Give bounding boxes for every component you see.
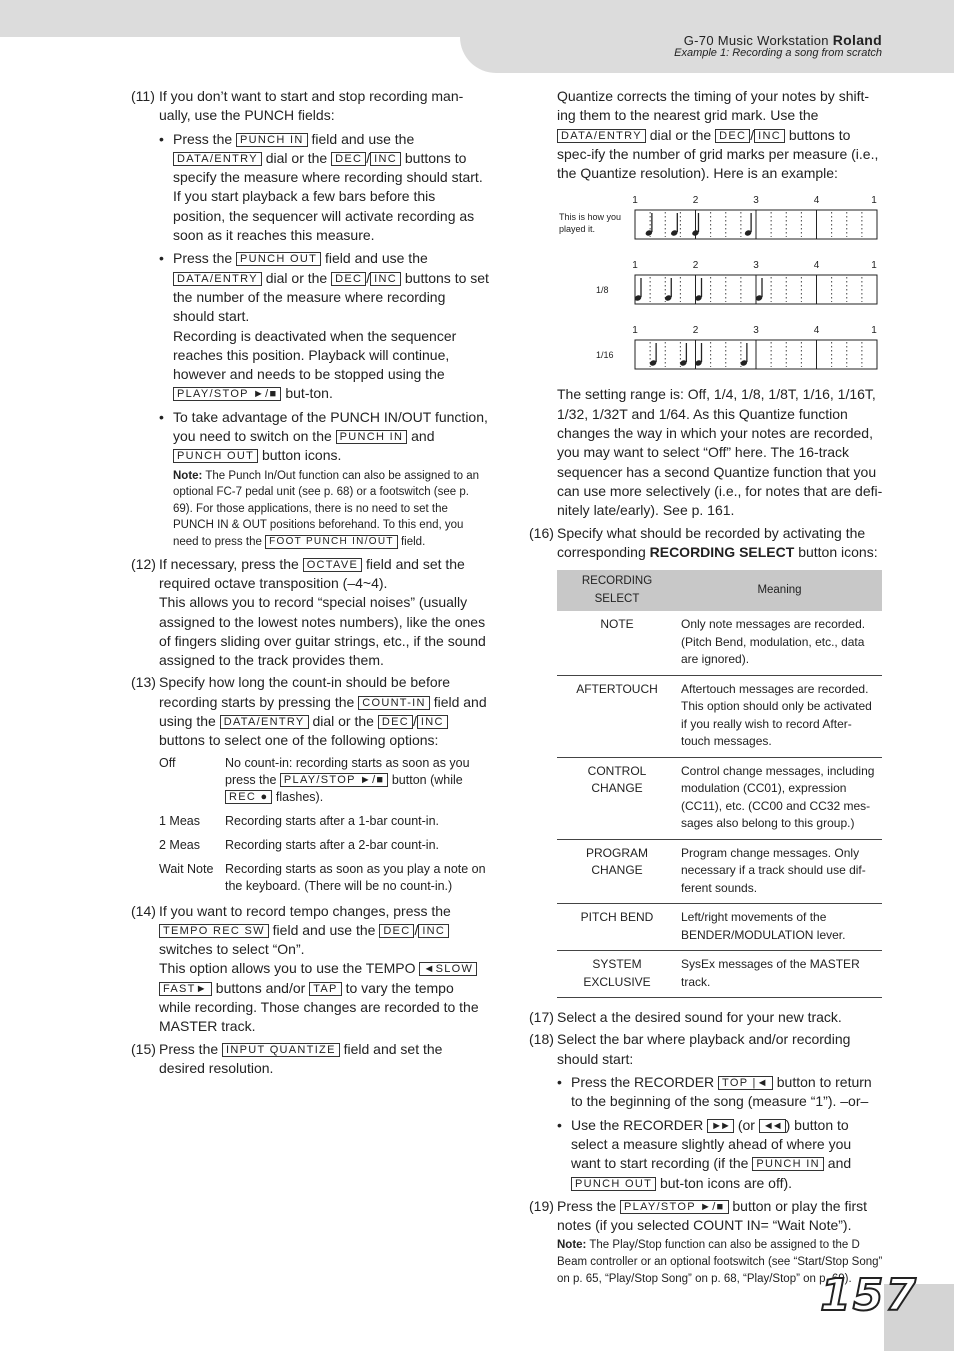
beat-label: 1	[632, 195, 638, 207]
inc-key: INC	[754, 129, 785, 143]
punch-out-key: PUNCH OUT	[236, 252, 321, 266]
beat-label: 4	[813, 325, 820, 337]
data-entry-key: DATA/ENTRY	[173, 272, 262, 286]
bullet-ffwd-rew: • Use the RECORDER ►► (or ◄◄ ) button to select a measure slightly ahead of where you want to start recording (if the PUNCH IN and PUNCH OUT but-ton icons are off).	[557, 1116, 852, 1191]
step-19: (19) Press the PLAY/STOP ►/■ button or play the first notes (if you selected COUNT IN= “Wait Note”). Note: The Play/Stop function can also be assigned to the D Beam controller or an optional footswitch (see “Start/Stop Song” on p. 65, “Play/Stop Song” on p. 68, “Play/Stop” on p. 69).	[529, 1197, 884, 1287]
row-label: 1/8	[596, 285, 609, 296]
quantize-intro: Quantize corrects the timing of your notes by shift-ing them to the nearest grid mark. Use the DATA/ENTRY dial or the DEC / INC buttons to spec-ify the number of grid marks per measure (i.e., the Quantize resolution). Here is an example:	[557, 88, 879, 182]
beat-label: 1	[871, 195, 877, 207]
page-number: 157	[820, 1270, 918, 1321]
punch-out-key: PUNCH OUT	[571, 1177, 656, 1191]
table-row: CONTROL CHANGE Control change messages, including modulation (CC01), expression (CC11), etc. (CC00 and CC32 mes-sages also belong to this group.)	[557, 757, 882, 839]
beat-label: 1	[632, 260, 638, 272]
beat-label: 3	[753, 325, 759, 337]
step-13: (13) Specify how long the count-in should be before recording starts by pressing the COUNT-IN field and using the DATA/ENTRY dial or the DEC / INC buttons to select one of the following options: Off No count-in: recording starts as soon as you press the PLAY/STOP ►/■ button (while REC ● flashes). 1 Meas Recording starts after a 1-bar count-in. 2 Meas Recording starts after a 2-bar count-in. Wait Note Recording starts as soon as you play a note on the keyboard. (There will be no count-in.)	[131, 673, 489, 894]
table-row: PITCH BEND Left/right movements of the BENDER/MODULATION lever.	[557, 904, 882, 951]
slow-key: ◄SLOW	[419, 962, 477, 976]
fast-forward-icon: ►►	[707, 1119, 734, 1133]
option-wait-note: Wait Note Recording starts as soon as you play a note on the keyboard. (There will be no count-in.)	[159, 861, 486, 893]
inc-key: INC	[370, 272, 401, 286]
dec-key: DEC	[379, 924, 414, 938]
table-row: SYSTEM EXCLUSIVE SysEx messages of the MASTER track.	[557, 951, 882, 998]
option-off: Off No count-in: recording starts as soon as you press the PLAY/STOP ►/■ button (while REC ● flashes).	[159, 755, 470, 804]
punch-out-key: PUNCH OUT	[173, 449, 258, 463]
beat-label: 1	[632, 325, 638, 337]
rec-key: REC ●	[225, 790, 272, 804]
step-11: (11) If you don’t want to start and stop recording man-ually, use the PUNCH fields: • Press the PUNCH IN field and use the DATA/ENTRY dial or the DEC / INC buttons to specify the measure where recording should start. If you start playback a few bars before this position, the sequencer will activate recording as soon as it reaches this measure. • Press the PUNCH OUT field and use the DATA/ENTRY dial or the DEC / INC buttons to set the number of the measure where recording should start. Recording is deactivated when the sequencer reaches this position. Playback will continue, however and needs to be stopped using the PLAY/STOP ►/■ but-ton. • To take advantage of the PUNCH IN/OUT function, you need to switch on the PUNCH IN and PUNCH OUT button icons. Note: The Punch In/Out function can also be assigned to an optional FC-7 pedal unit (see p. 68) or a footswitch (see p. 69). For those applications, there is no need to set the PUNCH IN & OUT positions beforehand. To this end, you need to press the FOOT PUNCH IN/OUT field.	[131, 87, 489, 551]
rewind-icon: ◄◄	[759, 1119, 786, 1133]
row-label: This is how you	[559, 212, 622, 223]
table-header-select: RECORDING SELECT	[557, 570, 677, 611]
play-stop-key: PLAY/STOP ►/■	[173, 387, 281, 401]
tempo-rec-sw-key: TEMPO REC SW	[159, 924, 269, 938]
step-15: (15) Press the INPUT QUANTIZE field and set the desired resolution.	[131, 1040, 443, 1076]
inc-key: INC	[370, 152, 401, 166]
step-17: (17) Select a the desired sound for your new track.	[529, 1009, 842, 1026]
recording-select-table	[557, 570, 882, 998]
beat-label: 2	[692, 325, 699, 337]
table-header-meaning: Meaning	[677, 570, 882, 611]
table-row: NOTE Only note messages are recorded. (Pitch Bend, modulation, etc., data are ignored).	[557, 611, 882, 675]
row-label: played it.	[559, 224, 596, 235]
beat-label: 3	[753, 260, 759, 272]
inc-key: INC	[418, 924, 449, 938]
octave-key: OCTAVE	[303, 558, 362, 572]
dec-key: DEC	[715, 129, 750, 143]
note-punch: Note: The Punch In/Out function can also be assigned to an optional FC-7 pedal unit (see p. 68) or a footswitch (see p. 69). For those applications, there is no need to set the PUNCH IN & OUT positions beforehand. To this end, you need to press the FOOT PUNCH IN/OUT field.	[173, 469, 480, 549]
table-row: AFTERTOUCH Aftertouch messages are recorded. This option should only be activated if you really wish to record After-touch messages.	[557, 675, 882, 757]
bullet-top: • Press the RECORDER TOP |◄ button to return to the beginning of the song (measure “1”). –or–	[557, 1074, 872, 1110]
beat-label: 4	[813, 260, 820, 272]
row-label: 1/16	[596, 350, 614, 361]
beat-label: 4	[813, 195, 820, 207]
beat-label: 2	[692, 260, 699, 272]
step-18: (18) Select the bar where playback and/or recording should start: • Press the RECORDER TOP |◄ button to return to the beginning of the song (measure “1”). –or– • Use the RECORDER ►► (or ◄◄ ) button to select a measure slightly ahead of where you want to start recording (if the PUNCH IN and PUNCH OUT but-ton icons are off).	[529, 1030, 884, 1192]
step-12: (12) If necessary, press the OCTAVE field and set the required octave transposition (–4~4). This allows you to record “special noises” (usually assigned to the lowest notes numbers), like the ones of fingers sliding over guitar strings, etc., if the sound assigned to the track provides them.	[131, 555, 486, 669]
left-column	[131, 87, 489, 1081]
bullet-punch-function: • To take advantage of the PUNCH IN/OUT function, you need to switch on the PUNCH IN and PUNCH OUT button icons. Note: The Punch In/Out function can also be assigned to an optional FC-7 pedal unit (see p. 68) or a footswitch (see p. 69). For those applications, there is no need to set the PUNCH IN & OUT positions beforehand. To this end, you need to press the FOOT PUNCH IN/OUT field.	[159, 408, 489, 551]
input-quantize-key: INPUT QUANTIZE	[222, 1043, 340, 1057]
brand-logo: Roland	[832, 32, 882, 48]
note-play-stop: Note: The Play/Stop function can also be assigned to the D Beam controller or an optional footswitch (see “Start/Stop Song” on p. 65, “Play/Stop Song” on p. 68, “Play/Stop” on p. 69).	[557, 1239, 883, 1285]
step-16: (16) Specify what should be recorded by activating the corresponding RECORDING SELECT button icons: RECORDING SELECT Meaning NOTE Only note messages are recorded. (Pitch Bend, modulation, etc., data are ignored). AFTERTOUCH Aftertouch messages are recorded. This option should only be activated if you really wish to record After-touch messages. CONTROL CHANGE Control change messages, including modulation (CC01), expression (CC11), etc. (CC00 and CC32 mes-sages also belong to this group.) PROGRAM CHANGE Program change messages. Only necessary if a track should use dif-ferent sounds. PITCH BEND Left/right movements of the BENDER/MODULATION lever. SYSTEM EXCLUSIVE SysEx messages of the MASTER track.	[529, 524, 884, 999]
play-stop-key: PLAY/STOP ►/■	[620, 1200, 728, 1214]
foot-punch-key: FOOT PUNCH IN/OUT	[265, 535, 398, 549]
fast-key: FAST►	[159, 982, 212, 996]
top-key: TOP |◄	[718, 1076, 773, 1090]
punch-in-key: PUNCH IN	[236, 133, 308, 147]
range-text: The setting range is: Off, 1/4, 1/8, 1/8T, 1/16, 1/16T, 1/32, 1/32T and 1/64. As this Quantize function changes the way in which your notes are recorded, you may want to select “Off” here. The 16-track sequencer has a second Quantize function that you can use more selectively (i.e., for notes that are defi-nitely late/early). See p. 161.	[557, 386, 883, 519]
play-stop-key: PLAY/STOP ►/■	[280, 773, 388, 787]
bullet-punch-out: • Press the PUNCH OUT field and use the DATA/ENTRY dial or the DEC / INC buttons to set the number of the measure where recording should start. Recording is deactivated when the sequencer reaches this position. Playback will continue, however and needs to be stopped using the PLAY/STOP ►/■ but-ton.	[159, 250, 489, 402]
tap-key: TAP	[309, 982, 341, 996]
data-entry-key: DATA/ENTRY	[220, 715, 309, 729]
header-title: G-70 Music Workstation Roland	[683, 32, 882, 48]
right-column	[529, 87, 884, 1290]
inc-key: INC	[417, 715, 448, 729]
data-entry-key: DATA/ENTRY	[557, 129, 646, 143]
dec-key: DEC	[331, 152, 366, 166]
header-subtitle: Example 1: Recording a song from scratch	[674, 47, 882, 59]
option-1-meas: 1 Meas Recording starts after a 1-bar count-in.	[159, 813, 439, 828]
dec-key: DEC	[378, 715, 413, 729]
beat-label: 1	[871, 325, 877, 337]
table-row: PROGRAM CHANGE Program change messages. Only necessary if a track should use dif-ferent sounds.	[557, 839, 882, 904]
count-in-key: COUNT-IN	[358, 696, 430, 710]
punch-in-key: PUNCH IN	[336, 430, 408, 444]
quantize-diagram	[529, 189, 884, 379]
dec-key: DEC	[331, 272, 366, 286]
option-2-meas: 2 Meas Recording starts after a 2-bar count-in.	[159, 837, 439, 852]
bullet-punch-in: • Press the PUNCH IN field and use the DATA/ENTRY dial or the DEC / INC buttons to specify the measure where recording should start. If you start playback a few bars before this position, the sequencer will activate recording as soon as it reaches this measure.	[159, 130, 483, 244]
punch-in-key: PUNCH IN	[752, 1157, 824, 1171]
beat-label: 3	[753, 195, 759, 207]
beat-label: 2	[692, 195, 699, 207]
step-14: (14) If you want to record tempo changes, press the TEMPO REC SW field and use the DEC / INC switches to select “On”. This option allows you to use the TEMPO ◄SLOWFAST► buttons and/or TAP to vary the tempo while recording. Those changes are recorded to the MASTER track.	[131, 902, 479, 1035]
beat-label: 1	[871, 260, 877, 272]
data-entry-key: DATA/ENTRY	[173, 152, 262, 166]
